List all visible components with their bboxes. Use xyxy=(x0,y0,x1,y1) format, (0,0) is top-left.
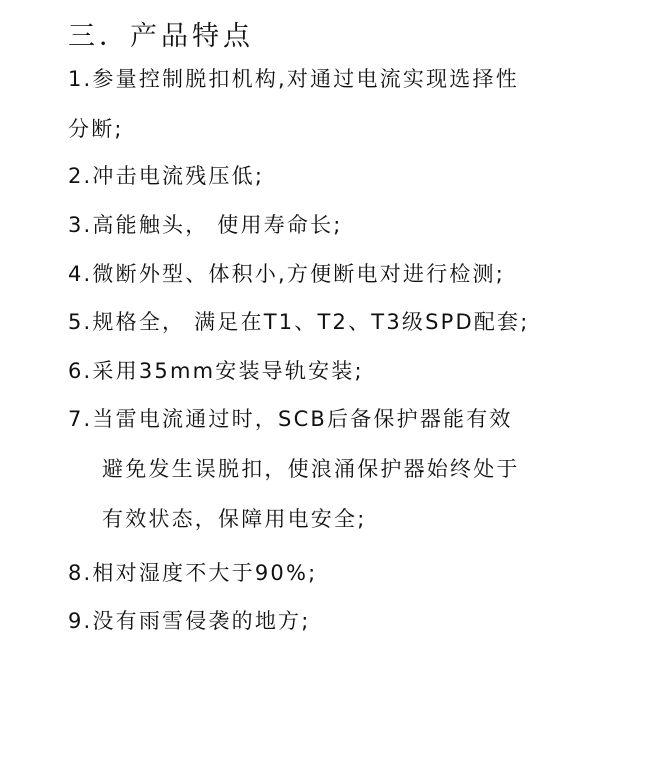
feature-item-7-line-2: 避免发生误脱扣，使浪涌保护器始终处于 xyxy=(102,457,520,481)
feature-item-2: 2.冲击电流残压低; xyxy=(68,164,265,188)
feature-item-6: 6.采用35mm安装导轨安装; xyxy=(68,359,364,383)
section-title: 三．产品特点 xyxy=(68,21,254,52)
feature-item-1-line-2: 分断; xyxy=(68,117,124,141)
feature-item-3: 3.高能触头， 使用寿命长; xyxy=(68,213,343,237)
feature-item-9: 9.没有雨雪侵袭的地方; xyxy=(68,609,311,633)
feature-item-8: 8.相对湿度不大于90%; xyxy=(68,561,318,585)
feature-item-7-line-1: 7.当雷电流通过时，SCB后备保护器能有效 xyxy=(68,407,513,431)
feature-item-4: 4.微断外型、体积小,方便断电对进行检测; xyxy=(68,262,505,286)
feature-item-5: 5.规格全， 满足在T1、T2、T3级SPD配套; xyxy=(68,310,530,334)
feature-item-7-line-3: 有效状态，保障用电安全; xyxy=(102,507,367,531)
feature-item-1-line-1: 1.参量控制脱扣机构,对通过电流实现选择性 xyxy=(68,67,519,91)
